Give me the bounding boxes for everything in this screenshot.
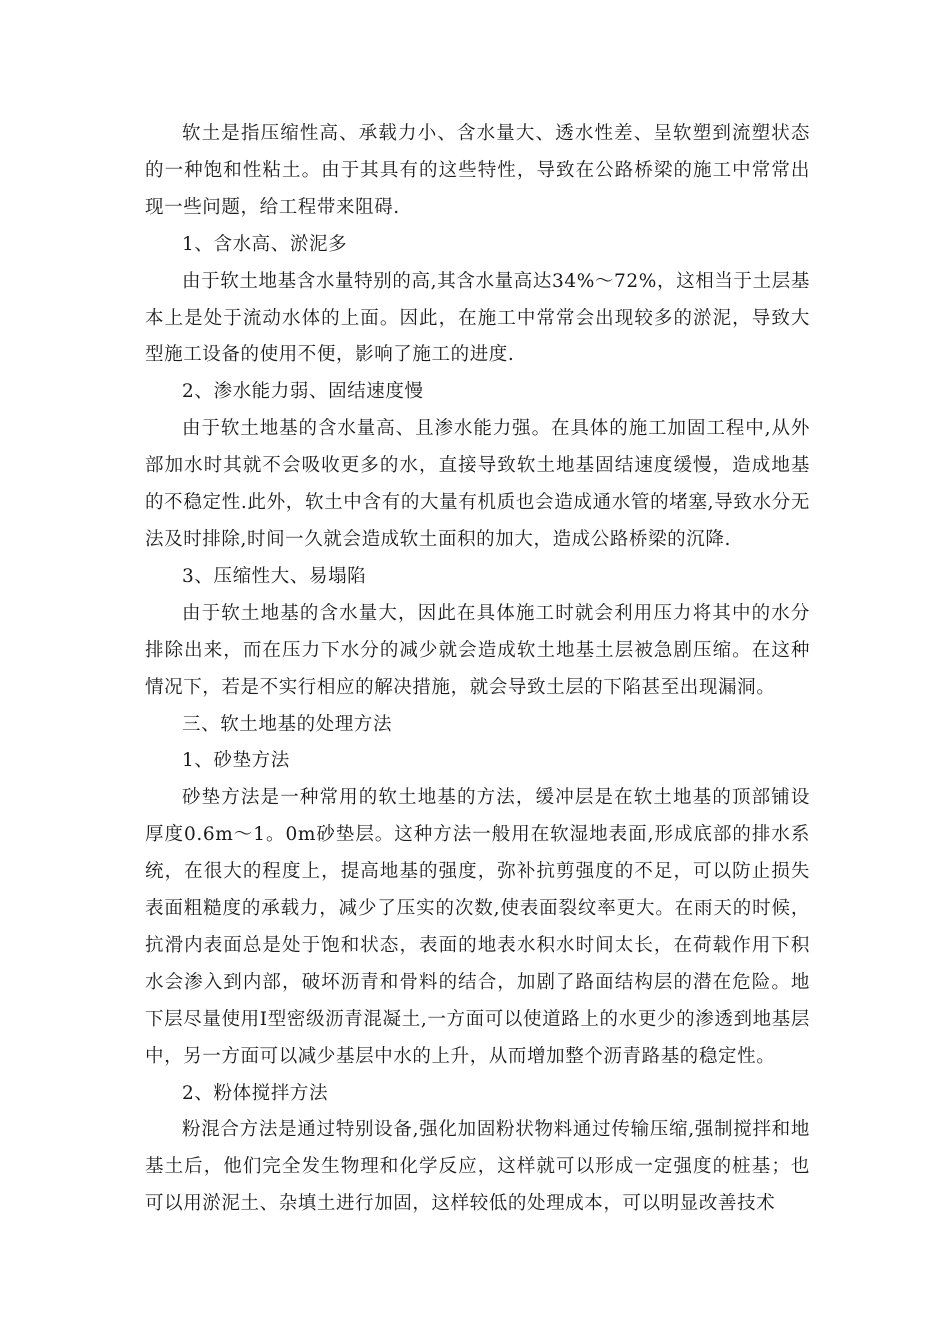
document-body <box>145 116 810 1223</box>
heading-high-water-content: 1、含水高、淤泥多 <box>182 233 348 255</box>
paragraph-weak-permeability: 由于软土地基的含水量高、且渗水能力强。在具体的施工加固工程中,从外部加水时其就不会吸收更多的水，直接导致软土地基固结速度缓慢，造成地基的不稳定性.此外，软土中含有的大量有机质也会造成通水管的堵塞,导致水分无法及时排除,时间一久就会造成软土面积的加大，造成公路桥梁的沉降. <box>145 418 810 550</box>
heading-weak-permeability: 2、渗水能力弱、固结速度慢 <box>182 381 424 403</box>
paragraph-intro: 软土是指压缩性高、承载力小、含水量大、透水性差、呈软塑到流塑状态的一种饱和性粘土。由于其具有的这些特性，导致在公路桥梁的施工中常常出现一些问题，给工程带来阻碍. <box>145 123 810 218</box>
paragraph-sand-cushion: 砂垫方法是一种常用的软土地基的方法，缓冲层是在软土地基的顶部铺设厚度0.6m～1。0m砂垫层。这种方法一般用在软湿地表面,形成底部的排水系统，在很大的程度上，提高地基的强度，弥补抗剪强度的不足，可以防止损失表面粗糙度的承载力，减少了压实的次数,使表面裂纹率更大。在雨天的时候，抗滑内表面总是处于饱和状态，表面的地表水积水时间太长，在荷载作用下积水会渗入到内部，破坏沥青和骨料的结合，加剧了路面结构层的潜在危险。地下层尽量使用Ⅰ型密级沥青混凝土,一方面可以使道路上的水更少的渗透到地基层中，另一方面可以减少基层中水的上升，从而增加整个沥青路基的稳定性。 <box>145 787 810 1067</box>
paragraph-high-water-content: 由于软土地基含水量特别的高,其含水量高达34%～72%，这相当于土层基本上是处于流动水体的上面。因此，在施工中常常会出现较多的淤泥，导致大型施工设备的使用不便，影响了施工的进度. <box>145 270 810 366</box>
heading-powder-mixing: 2、粉体搅拌方法 <box>182 1082 329 1104</box>
paragraph-high-compressibility: 由于软土地基的含水量大，因此在具体施工时就会利用压力将其中的水分排除出来，而在压力下水分的减少就会造成软土地基土层被急剧压缩。在这种情况下，若是不实行相应的解决措施，就会导致土层的下陷甚至出现漏洞。 <box>145 602 810 698</box>
section-heading-treatment-methods: 三、软土地基的处理方法 <box>182 713 393 735</box>
paragraph-powder-mixing: 粉混合方法是通过特别设备,强化加固粉状物料通过传输压缩,强制搅拌和地基土后，他们完全发生物理和化学反应，这样就可以形成一定强度的桩基；也可以用淤泥土、杂填土进行加固，这样较低的处理成本，可以明显改善技术 <box>145 1119 810 1215</box>
heading-high-compressibility: 3、压缩性大、易塌陷 <box>182 565 367 587</box>
heading-sand-cushion: 1、砂垫方法 <box>182 750 290 772</box>
